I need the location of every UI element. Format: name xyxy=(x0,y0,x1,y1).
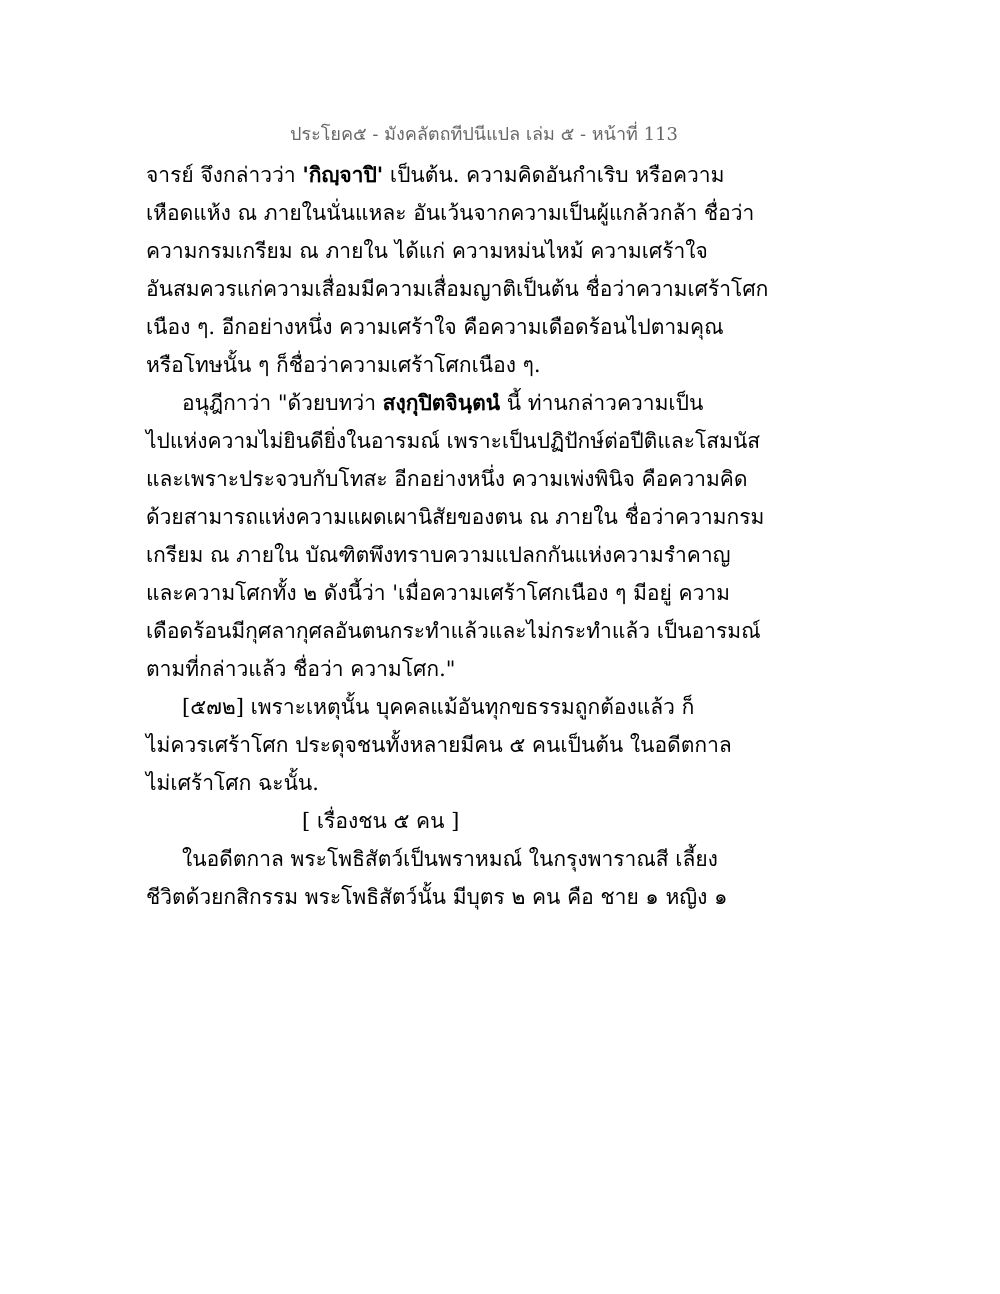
text-segment: ตามที่กล่าวแล้ว ชื่อว่า ความโศก." xyxy=(146,657,456,681)
bold-term: สงฺกุปิตจินฺตนํ xyxy=(382,390,501,415)
text-segment: ชีวิตด้วยกสิกรรม พระโพธิสัตว์นั้น มีบุตร ๒ คน คือ ชาย ๑ หญิง ๑ xyxy=(146,885,728,909)
text-segment: และความโศกทั้ง ๒ ดังนี้ว่า 'เมื่อความเศร้าโศกเนือง ๆ มีอยู่ ความ xyxy=(146,581,731,605)
text-segment: เดือดร้อนมีกุศลากุศลอันตนกระทำแล้วและไม่กระทำแล้ว เป็นอารมณ์ xyxy=(146,619,761,643)
text-segment: ความกรมเกรียม ณ ภายใน ได้แก่ ความหม่นไหม้ ความเศร้าใจ xyxy=(146,239,708,263)
text-line xyxy=(146,160,724,190)
text-segment: ด้วยสามารถแห่งความแผดเผานิสัยของตน ณ ภายใน ชื่อว่าความกรม xyxy=(146,505,765,529)
text-line xyxy=(146,578,730,608)
text-line xyxy=(146,198,754,228)
text-line xyxy=(146,654,455,684)
text-line xyxy=(146,464,747,494)
text-segment: อนุฎีกาว่า "ด้วยบทว่า xyxy=(182,391,383,415)
text-line xyxy=(146,768,319,798)
text-segment: เกรียม ณ ภายใน บัณฑิตพึงทราบความแปลกกันแห่งความรำคาญ xyxy=(146,543,731,567)
text-segment: อันสมควรแก่ความเสื่อมมีความเสื่อมญาติเป็นต้น ชื่อว่าความเศร้าโศก xyxy=(146,277,769,301)
text-line xyxy=(146,540,731,570)
text-line xyxy=(146,274,768,304)
text-segment: เป็นต้น. ความคิดอันกำเริบ หรือความ xyxy=(383,163,725,187)
text-segment: [ เรื่องชน ๕ คน ] xyxy=(302,809,460,833)
text-segment: ไม่เศร้าโศก ฉะนั้น. xyxy=(146,771,319,795)
text-segment: จารย์ จึงกล่าวว่า xyxy=(146,163,303,187)
text-line xyxy=(146,312,724,342)
text-line xyxy=(146,616,761,646)
text-line xyxy=(146,426,760,456)
text-line xyxy=(146,236,708,266)
text-segment: ในอดีตกาล พระโพธิสัตว์เป็นพราหมณ์ ในกรุงพาราณสี เลี้ยง xyxy=(182,847,718,871)
text-segment: และเพราะประจวบกับโทสะ อีกอย่างหนึ่ง ความเพ่งพินิจ คือความคิด xyxy=(146,467,748,491)
text-line xyxy=(182,388,703,418)
text-segment: ไม่ควรเศร้าโศก ประดุจชนทั้งหลายมีคน ๕ คนเป็นต้น ในอดีตกาล xyxy=(146,733,732,757)
text-segment: เนือง ๆ. อีกอย่างหนึ่ง ความเศร้าใจ คือความเดือดร้อนไปตามคุณ xyxy=(146,315,724,339)
bold-term: 'กิญฺจาปิ' xyxy=(302,162,384,187)
text-segment: นี้ ท่านกล่าวความเป็น xyxy=(500,391,704,415)
text-line xyxy=(146,730,732,760)
text-segment: เหือดแห้ง ณ ภายในนั่นแหละ อันเว้นจากความเป็นผู้แกล้วกล้า ชื่อว่า xyxy=(146,201,755,225)
text-segment: [๕๗๒] เพราะเหตุนั้น บุคคลแม้อันทุกขธรรมถูกต้องแล้ว ก็ xyxy=(182,695,695,719)
text-line xyxy=(182,692,694,722)
text-segment: หรือโทษนั้น ๆ ก็ชื่อว่าความเศร้าโศกเนือง ๆ. xyxy=(146,353,541,377)
section-heading xyxy=(302,806,459,836)
text-segment: ไปแห่งความไม่ยินดียิ่งในอารมณ์ เพราะเป็นปฏิปักษ์ต่อปีติและโสมนัส xyxy=(146,429,761,453)
text-line xyxy=(146,502,764,532)
text-line xyxy=(146,882,727,912)
text-line xyxy=(182,844,718,874)
text-line xyxy=(146,350,541,380)
running-header: ประโยค๕ - มังคลัตถทีปนีแปล เล่ม ๕ - หน้าที่ 113 xyxy=(290,124,678,145)
